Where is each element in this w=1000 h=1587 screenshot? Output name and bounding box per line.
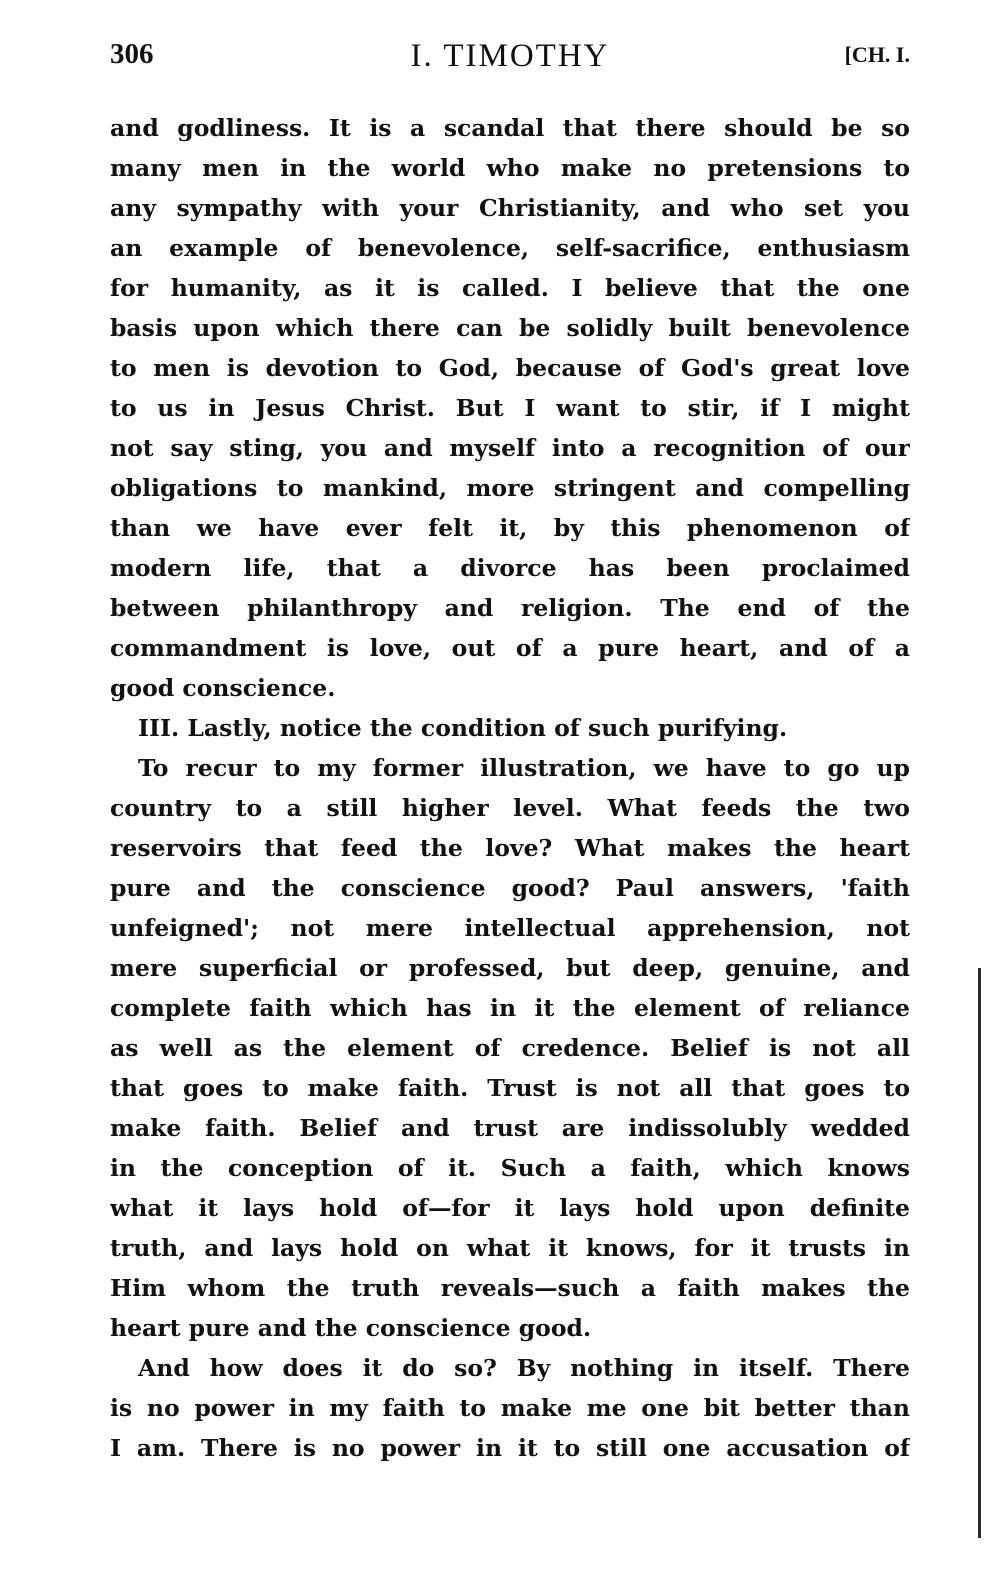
text-line: complete faith which has in it the element of reliance — [110, 994, 910, 1022]
text-line: is no power in my faith to make me one bit better than — [110, 1394, 910, 1422]
text-line: country to a still higher level. What feeds the two — [110, 794, 910, 822]
text-line: to men is devotion to God, because of God's great love — [110, 354, 910, 382]
text-line: obligations to mankind, more stringent and compelling — [110, 474, 910, 502]
text-line: basis upon which there can be solidly built benevolence — [110, 314, 910, 342]
section-heading-line: III. Lastly, notice the condition of such purifying. — [138, 714, 788, 742]
text-line: unfeigned'; not mere intellectual apprehension, not — [110, 914, 910, 942]
text-line: for humanity, as it is called. I believe that the one — [110, 274, 910, 302]
scan-margin-rule — [978, 968, 981, 1538]
text-line: than we have ever felt it, by this phenomenon of — [110, 514, 910, 542]
paragraph-end-line: good conscience. — [110, 674, 336, 702]
text-line: modern life, that a divorce has been proclaimed — [110, 554, 910, 582]
text-line: truth, and lays hold on what it knows, for it trusts in — [110, 1234, 910, 1262]
text-line: as well as the element of credence. Belief is not all — [110, 1034, 910, 1062]
text-line: commandment is love, out of a pure heart, and of a — [110, 634, 910, 662]
text-line: many men in the world who make no pretensions to — [110, 154, 910, 182]
paragraph-first-line: And how does it do so? By nothing in itself. There — [138, 1354, 910, 1382]
paragraph-first-line: To recur to my former illustration, we have to go up — [138, 754, 910, 782]
paragraph-end-line: heart pure and the conscience good. — [110, 1314, 592, 1342]
text-line: pure and the conscience good? Paul answers, 'faith — [110, 874, 910, 902]
text-line: to us in Jesus Christ. But I want to stir, if I might — [110, 394, 910, 422]
running-header — [110, 38, 910, 82]
text-line: and godliness. It is a scandal that there should be so — [110, 114, 910, 142]
text-line: any sympathy with your Christianity, and who set you — [110, 194, 910, 222]
text-line: I am. There is no power in it to still one accusation of — [110, 1434, 910, 1462]
text-line: in the conception of it. Such a faith, which knows — [110, 1154, 910, 1182]
running-title: I. TIMOTHY — [410, 38, 610, 74]
text-line: Him whom the truth reveals—such a faith makes the — [110, 1274, 910, 1302]
text-line: what it lays hold of—for it lays hold upon definite — [110, 1194, 910, 1222]
text-line: make faith. Belief and trust are indissolubly wedded — [110, 1114, 910, 1142]
text-line: that goes to make faith. Trust is not all that goes to — [110, 1074, 910, 1102]
text-line: not say sting, you and myself into a recognition of our — [110, 434, 910, 462]
chapter-reference: [CH. I. — [844, 42, 910, 67]
text-line: an example of benevolence, self-sacrifice, enthusiasm — [110, 234, 910, 262]
text-line: mere superficial or professed, but deep, genuine, and — [110, 954, 910, 982]
page-number: 306 — [110, 38, 154, 70]
text-line: reservoirs that feed the love? What makes the heart — [110, 834, 910, 862]
text-line: between philanthropy and religion. The end of the — [110, 594, 910, 622]
body-text — [110, 108, 910, 1468]
